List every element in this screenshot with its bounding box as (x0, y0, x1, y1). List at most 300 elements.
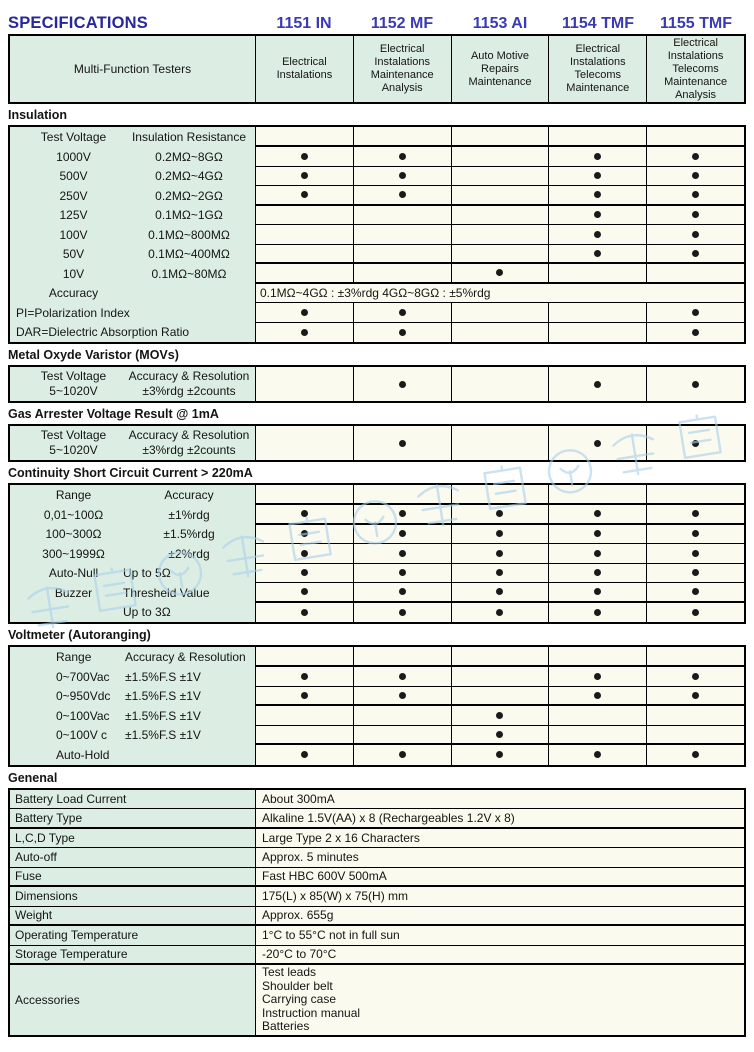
feature-cell (256, 603, 353, 623)
row-label-col1: Auto-Null (48, 566, 99, 581)
feature-dot (692, 588, 699, 595)
feature-dot (594, 211, 601, 218)
model-description-line: Repairs (481, 62, 519, 75)
feature-cell (548, 303, 646, 322)
feature-dot (594, 381, 601, 388)
feature-cell (548, 525, 646, 544)
model-description (451, 36, 549, 102)
feature-cell (646, 726, 744, 744)
feature-cell (646, 303, 744, 322)
row-data (255, 303, 744, 323)
row-data (255, 323, 744, 343)
feature-dot (692, 550, 699, 557)
page-title: SPECIFICATIONS (8, 14, 149, 32)
row-label-col2: ±1.5%rdg (163, 527, 215, 542)
row-label-col2: Accuracy & Resolution (125, 650, 246, 664)
model-description (256, 36, 353, 102)
feature-cell (353, 544, 451, 563)
tester-type-label: Multi-Function Testers (73, 62, 192, 76)
feature-cell (548, 603, 646, 623)
section-title-gas-arrester: Gas Arrester Voltage Result @ 1mA (8, 407, 219, 421)
feature-cell (548, 367, 646, 401)
row-label-col2: ±1.5%F.S ±1V (125, 669, 201, 684)
feature-dot (692, 309, 699, 316)
feature-cell (353, 505, 451, 523)
row-label-col2: Accuracy & Resolution (128, 369, 250, 383)
spec-row (10, 264, 744, 284)
row-label-col1: Range (55, 488, 92, 502)
row-data (255, 745, 744, 765)
spec-row (10, 809, 744, 829)
spec-table-gas-arrester (8, 424, 746, 462)
feature-cell (646, 687, 744, 705)
feature-cell (256, 426, 353, 460)
row-label-col1: Test Voltage (40, 428, 107, 442)
spec-row (10, 245, 744, 265)
row-label-col2: Up to 3Ω (123, 605, 171, 620)
row-label-col1: 300~1999Ω (42, 546, 105, 561)
model-description-line: Analysis (381, 82, 423, 94)
feature-cell (646, 603, 744, 623)
row-label (10, 687, 255, 707)
feature-dot (399, 673, 406, 680)
feature-dot (301, 692, 308, 699)
feature-cell (451, 127, 549, 145)
row-label (10, 647, 255, 667)
feature-dot (301, 550, 308, 557)
spec-row (10, 127, 744, 147)
spec-row (10, 647, 744, 667)
feature-cell (353, 147, 451, 166)
row-data (255, 127, 744, 147)
row-data (255, 647, 744, 667)
general-value: Approx. 5 minutes (255, 848, 744, 868)
feature-cell (256, 525, 353, 544)
spec-table-general (8, 788, 746, 1038)
general-label: Storage Temperature (10, 946, 255, 966)
feature-cell (451, 323, 549, 343)
row-label-col2: ±1.5%F.S ±1V (125, 689, 201, 704)
row-label (10, 127, 255, 147)
spec-row (10, 323, 744, 343)
row-label (10, 564, 255, 584)
feature-dot (692, 381, 699, 388)
model-description-line: Instalations (276, 69, 333, 81)
feature-cell (548, 225, 646, 244)
spec-row (10, 485, 744, 505)
row-data (255, 485, 744, 505)
feature-cell (548, 167, 646, 186)
feature-cell (646, 485, 744, 503)
row-data (255, 603, 744, 623)
feature-dot (692, 510, 699, 517)
spec-row (10, 790, 744, 810)
model-description-line: Maintenance (370, 69, 434, 81)
model-description-line: Telecoms (672, 62, 719, 75)
row-label (10, 505, 255, 525)
feature-dot (399, 751, 406, 758)
feature-cell (256, 186, 353, 204)
feature-dot (692, 673, 699, 680)
spec-row (10, 426, 744, 460)
model-name: 1154 TMF (561, 15, 635, 32)
feature-dot (692, 250, 699, 257)
feature-dot (692, 191, 699, 198)
feature-dot (692, 530, 699, 537)
row-label (10, 245, 255, 265)
feature-cell (451, 264, 549, 282)
model-description-line: Analysis (675, 88, 717, 101)
feature-cell (353, 603, 451, 623)
row-data (255, 564, 744, 584)
feature-cell (646, 206, 744, 225)
feature-cell (646, 564, 744, 583)
spec-row (10, 829, 744, 849)
feature-cell (646, 706, 744, 725)
row-label (10, 583, 255, 603)
feature-cell (548, 147, 646, 166)
row-label-col2: 0.1MΩ~800MΩ (148, 227, 230, 242)
general-value: Alkaline 1.5V(AA) x 8 (Rechargeables 1.2V x 8) (255, 809, 744, 829)
feature-cell (451, 667, 549, 686)
row-label-col1: 500V (59, 169, 88, 184)
spec-row (10, 848, 744, 868)
feature-dot (496, 569, 503, 576)
feature-cell (646, 323, 744, 343)
feature-cell (548, 667, 646, 686)
general-value: Large Type 2 x 16 Characters (255, 829, 744, 849)
feature-dot (594, 588, 601, 595)
spec-row (10, 667, 744, 687)
spec-row (10, 887, 744, 907)
feature-cell (256, 564, 353, 583)
model-description (548, 36, 646, 102)
feature-cell (646, 367, 744, 401)
row-label-col2: Up to 5Ω (123, 566, 171, 581)
row-label-col1: 0,01~100Ω (43, 507, 104, 522)
feature-cell (353, 525, 451, 544)
feature-cell (353, 706, 451, 725)
row-label-line (10, 384, 255, 399)
feature-cell (353, 426, 451, 460)
feature-cell (451, 583, 549, 601)
feature-cell (353, 367, 451, 401)
row-label-col1: 0~100V c (56, 728, 108, 743)
feature-cell (548, 745, 646, 765)
model-description (646, 36, 744, 102)
feature-dot (594, 530, 601, 537)
spec-row (10, 926, 744, 946)
row-label-col2: ±1.5%F.S ±1V (125, 728, 201, 743)
feature-dot (594, 153, 601, 160)
feature-dot (594, 751, 601, 758)
feature-cell (548, 245, 646, 263)
spec-row (10, 284, 744, 304)
feature-cell (451, 706, 549, 725)
feature-cell (256, 167, 353, 186)
feature-dot (399, 550, 406, 557)
spec-row (10, 583, 744, 603)
row-label (10, 367, 255, 401)
spec-row (10, 603, 744, 623)
row-label (10, 284, 255, 304)
feature-cell (256, 225, 353, 244)
feature-cell (548, 323, 646, 343)
feature-cell (451, 206, 549, 225)
feature-dot (496, 751, 503, 758)
feature-dot (692, 569, 699, 576)
row-label-col2: Accuracy & Resolution (128, 428, 250, 442)
feature-dot (594, 172, 601, 179)
general-label: Battery Load Current (10, 790, 255, 810)
row-label: DAR=Dielectric Absorption Ratio (10, 323, 255, 343)
feature-dot (594, 673, 601, 680)
feature-dot (594, 692, 601, 699)
section-title-general: Genenal (8, 770, 58, 785)
feature-dot (692, 231, 699, 238)
general-value: 175(L) x 85(W) x 75(H) mm (255, 887, 744, 907)
general-value-line: Shoulder belt (262, 978, 333, 993)
section-title-insulation: Insulation (8, 108, 68, 122)
feature-cell (451, 426, 549, 460)
feature-cell (353, 186, 451, 204)
spec-row (10, 907, 744, 927)
row-data (255, 206, 744, 226)
feature-cell (353, 564, 451, 583)
feature-cell (353, 726, 451, 744)
row-label-col2: ±3%rdg ±2counts (142, 384, 236, 398)
feature-cell (451, 564, 549, 583)
model-description-line: Telecoms (574, 69, 622, 81)
row-data (255, 525, 744, 545)
feature-cell (451, 603, 549, 623)
feature-dot (692, 172, 699, 179)
feature-dot (301, 588, 308, 595)
row-label-col1: 250V (59, 188, 88, 203)
feature-cell (646, 525, 744, 544)
row-label (10, 426, 255, 460)
row-label-col2: ±3%rdg ±2counts (142, 443, 236, 457)
feature-cell (256, 687, 353, 705)
feature-cell (451, 485, 549, 503)
general-value: About 300mA (255, 790, 744, 810)
spec-table-voltmeter (8, 645, 746, 767)
feature-cell (451, 525, 549, 544)
row-data (255, 706, 744, 726)
spec-row (10, 225, 744, 245)
feature-dot (399, 440, 406, 447)
row-label-col1: Buzzer (54, 585, 93, 600)
feature-cell (353, 245, 451, 263)
feature-cell (548, 127, 646, 145)
spec-table-mov (8, 365, 746, 403)
general-label: Dimensions (10, 887, 255, 907)
feature-dot (692, 692, 699, 699)
row-label-col2: 0.1MΩ~400MΩ (148, 247, 230, 262)
spec-sections (8, 108, 746, 1037)
section-title-voltmeter: Voltmeter (Autoranging) (8, 628, 151, 642)
row-label-col2: 0.2MΩ~8GΩ (155, 149, 223, 164)
feature-cell (353, 127, 451, 145)
feature-cell (256, 206, 353, 225)
feature-cell (256, 323, 353, 343)
row-data (255, 264, 744, 284)
title-row (8, 10, 746, 33)
general-label: Battery Type (10, 809, 255, 829)
feature-cell (646, 225, 744, 244)
model-description-line: Auto Motive (470, 49, 530, 62)
model-name: 1153 AI (472, 15, 528, 32)
feature-cell (548, 505, 646, 523)
general-label: Operating Temperature (10, 926, 255, 946)
row-label-col2: 0.2MΩ~4GΩ (155, 169, 223, 184)
feature-cell (256, 127, 353, 145)
feature-cell (646, 264, 744, 282)
spec-row (10, 303, 744, 323)
feature-dot (399, 172, 406, 179)
feature-cell (256, 485, 353, 503)
feature-cell (256, 264, 353, 282)
feature-cell (646, 147, 744, 166)
feature-dot (692, 153, 699, 160)
feature-cell (646, 127, 744, 145)
spec-table-insulation (8, 125, 746, 344)
feature-dot (594, 609, 601, 616)
feature-dot (399, 329, 406, 336)
row-label (10, 726, 255, 746)
feature-cell (353, 323, 451, 343)
feature-dot (399, 381, 406, 388)
feature-cell (548, 706, 646, 725)
feature-dot (496, 530, 503, 537)
feature-dot (301, 172, 308, 179)
feature-cell (646, 186, 744, 204)
feature-dot (399, 609, 406, 616)
row-label-col2: ±1%rdg (168, 507, 210, 522)
general-value-line: Test leads (262, 965, 317, 980)
model-name: 1155 TMF (659, 15, 733, 32)
row-label-col1: Range (56, 650, 92, 664)
feature-dot (496, 712, 503, 719)
model-name-row (255, 15, 745, 33)
model-name: 1151 IN (276, 15, 332, 32)
feature-dot (692, 211, 699, 218)
row-label (10, 167, 255, 187)
row-label (10, 544, 255, 564)
feature-cell (256, 303, 353, 322)
feature-cell (451, 367, 549, 401)
feature-cell (646, 745, 744, 765)
row-data (255, 245, 744, 265)
feature-cell (451, 303, 549, 322)
feature-cell (451, 225, 549, 244)
row-label (10, 264, 255, 284)
row-label-col1: 125V (59, 208, 88, 223)
feature-cell (256, 147, 353, 166)
feature-dot (399, 588, 406, 595)
feature-dot (301, 530, 308, 537)
feature-dot (301, 751, 308, 758)
feature-dot (301, 673, 308, 680)
spec-table-continuity (8, 483, 746, 624)
feature-cell (353, 687, 451, 705)
row-data (255, 687, 744, 707)
spec-row (10, 726, 744, 746)
feature-cell (451, 245, 549, 263)
row-label (10, 147, 255, 167)
model-description-line: Maintenance (566, 82, 630, 94)
row-label-col1: 5~1020V (49, 443, 98, 457)
feature-cell (548, 726, 646, 744)
row-label-col2: 0.2MΩ~2GΩ (155, 188, 223, 203)
feature-cell (646, 544, 744, 563)
row-data (255, 147, 744, 167)
row-data (255, 367, 744, 401)
feature-dot (594, 569, 601, 576)
model-description-line: Electrical (282, 56, 327, 68)
spec-row (10, 367, 744, 401)
feature-dot (399, 569, 406, 576)
feature-cell (646, 426, 744, 460)
feature-cell (646, 647, 744, 665)
feature-dot (301, 309, 308, 316)
row-data (255, 284, 744, 304)
accuracy-note: 0.1MΩ~4GΩ : ±3%rdg 4GΩ~8GΩ : ±5%rdg (260, 285, 491, 300)
row-label-col1: 0~950Vdc (56, 689, 111, 704)
feature-cell (353, 225, 451, 244)
feature-cell (353, 647, 451, 665)
spec-row (10, 206, 744, 226)
feature-cell (451, 505, 549, 523)
row-label-col1: 100~300Ω (45, 527, 102, 542)
row-label (10, 603, 255, 623)
feature-cell (256, 544, 353, 563)
feature-dot (301, 510, 308, 517)
model-description-line: Maintenance (468, 75, 532, 88)
feature-cell (548, 583, 646, 601)
feature-cell (451, 544, 549, 563)
feature-dot (594, 231, 601, 238)
row-label-col2: 0.1MΩ~80MΩ (151, 266, 227, 281)
feature-cell (256, 726, 353, 744)
model-description-cells (255, 36, 744, 102)
row-label-line (10, 369, 255, 384)
feature-dot (496, 731, 503, 738)
feature-cell (646, 167, 744, 186)
feature-cell (256, 745, 353, 765)
row-label-col1: 50V (62, 247, 85, 262)
model-description-line: Electrical (379, 43, 425, 55)
row-data (255, 583, 744, 603)
feature-cell (548, 206, 646, 225)
feature-cell (256, 667, 353, 686)
feature-dot (301, 329, 308, 336)
feature-cell (646, 667, 744, 686)
row-label: PI=Polarization Index (10, 303, 255, 323)
row-label-col2: Thresheld Value (123, 585, 210, 600)
row-label (10, 225, 255, 245)
feature-dot (594, 250, 601, 257)
feature-dot (594, 510, 601, 517)
spec-row (10, 946, 744, 966)
row-label (10, 186, 255, 206)
feature-cell (353, 583, 451, 601)
row-data (255, 505, 744, 525)
row-label (10, 667, 255, 687)
general-value-line: Carrying case (262, 992, 337, 1007)
spec-row (10, 525, 744, 545)
feature-dot (594, 550, 601, 557)
